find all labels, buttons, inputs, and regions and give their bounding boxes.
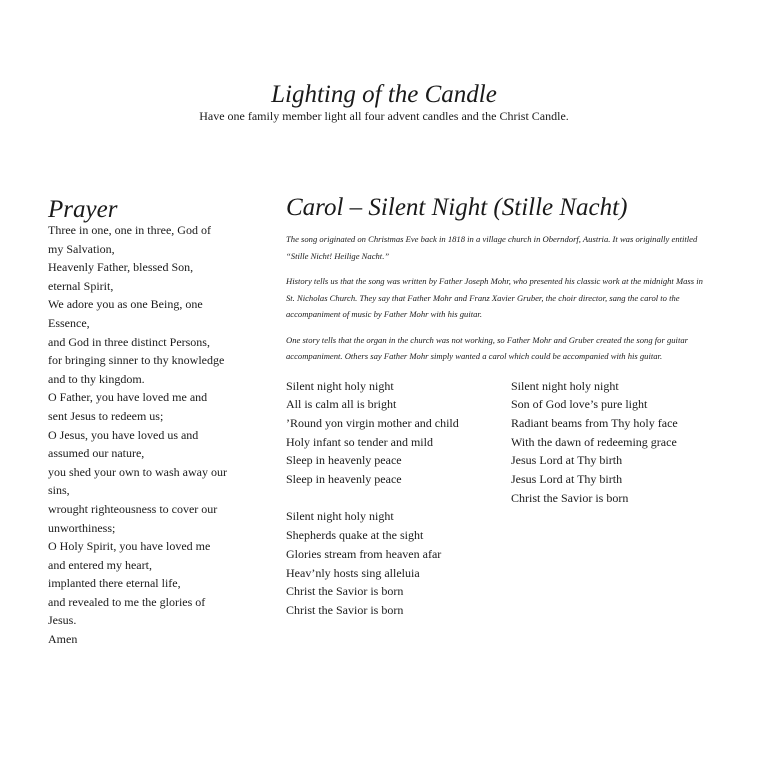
prayer-text (48, 221, 243, 649)
prayer-line: We adore you as one Being, one (48, 297, 203, 312)
prayer-line: and God in three distinct Persons, (48, 334, 210, 349)
lyric-line: Radiant beams from Thy holy face (511, 415, 678, 430)
lyric-line: Silent night holy night (286, 378, 394, 393)
prayer-line: Jesus. (48, 613, 77, 628)
lyric-line: ’Round yon virgin mother and child (286, 415, 459, 430)
prayer-title: Prayer (48, 196, 118, 223)
lyric-line: Christ the Savior is born (286, 602, 404, 617)
prayer-line: eternal Spirit, (48, 278, 114, 293)
prayer-line: sent Jesus to redeem us; (48, 408, 164, 423)
lyric-line: Jesus Lord at Thy birth (511, 453, 623, 468)
page-title: Lighting of the Candle (271, 81, 497, 108)
prayer-line: and revealed to me the glories of (48, 594, 206, 609)
lyric-line: Silent night holy night (511, 378, 619, 393)
carol-section (286, 193, 706, 617)
lyric-line: Shepherds quake at the sight (286, 528, 424, 543)
lyric-line: Christ the Savior is born (511, 490, 629, 505)
lyric-line: Heav’nly hosts sing alleluia (286, 565, 420, 580)
prayer-line: O Father, you have loved me and (48, 390, 208, 405)
prayer-line: Three in one, one in three, God of (48, 223, 211, 237)
lyric-line: Sleep in heavenly peace (286, 453, 402, 468)
prayer-amen: Amen (48, 632, 78, 647)
carol-history-paragraph: History tells us that the song was written by Father Joseph Mohr, who presented his classic work at the midnight Mass in St. Nicholas Church. They say that Father Mohr and Franz Xavier Gruber, the choir director, sang the carol to the accompaniment of music by Father Mohr with his guitar. (286, 276, 703, 319)
carol-history-paragraph: One story tells that the organ in the church was not working, so Father Mohr and Gruber created the song for guitar accompaniment. Others say Father Mohr simply wanted a carol which could be accompanied with his guitar. (286, 334, 688, 361)
lyric-line: Glories stream from heaven afar (286, 546, 442, 561)
lyric-line: All is calm all is bright (286, 397, 397, 412)
verse-3 (511, 377, 711, 508)
prayer-line: O Jesus, you have loved us and (48, 427, 199, 442)
prayer-line: sins, (48, 483, 70, 498)
prayer-line: my Salvation, (48, 241, 115, 256)
prayer-line: Heavenly Father, blessed Son, (48, 260, 194, 275)
lyric-line: Jesus Lord at Thy birth (511, 472, 623, 487)
prayer-line: implanted there eternal life, (48, 576, 181, 591)
carol-title: Carol – Silent Night (Stille Nacht) (286, 194, 628, 221)
page-subtitle: Have one family member light all four advent candles and the Christ Candle. (199, 109, 569, 123)
lyric-line: With the dawn of redeeming grace (511, 434, 677, 449)
prayer-line: and entered my heart, (48, 557, 152, 572)
prayer-line: assumed our nature, (48, 446, 145, 461)
carol-history-paragraph: The song originated on Christmas Eve back in 1818 in a village church in Oberndorf, Austria. It was originally entitled “Stille Nicht! Heilige Nacht.” (286, 234, 698, 261)
prayer-line: and to thy kingdom. (48, 371, 145, 386)
lyrics-column-right (511, 377, 711, 527)
lyric-line: Sleep in heavenly peace (286, 472, 402, 487)
lyrics-column-left (286, 377, 501, 639)
prayer-line: you shed your own to wash away our (48, 464, 227, 479)
lyric-line: Son of God love’s pure light (511, 397, 648, 412)
prayer-line: for bringing sinner to thy knowledge (48, 353, 225, 368)
prayer-line: Essence, (48, 315, 90, 330)
verse-2 (286, 507, 501, 619)
prayer-line: O Holy Spirit, you have loved me (48, 539, 211, 554)
prayer-line: wrought righteousness to cover our (48, 501, 218, 516)
lyric-line: Holy infant so tender and mild (286, 434, 433, 449)
lyric-line: Christ the Savior is born (286, 584, 404, 599)
prayer-line: unworthiness; (48, 520, 116, 535)
prayer-section (48, 195, 243, 649)
verse-1 (286, 377, 501, 489)
lyric-line: Silent night holy night (286, 509, 394, 524)
